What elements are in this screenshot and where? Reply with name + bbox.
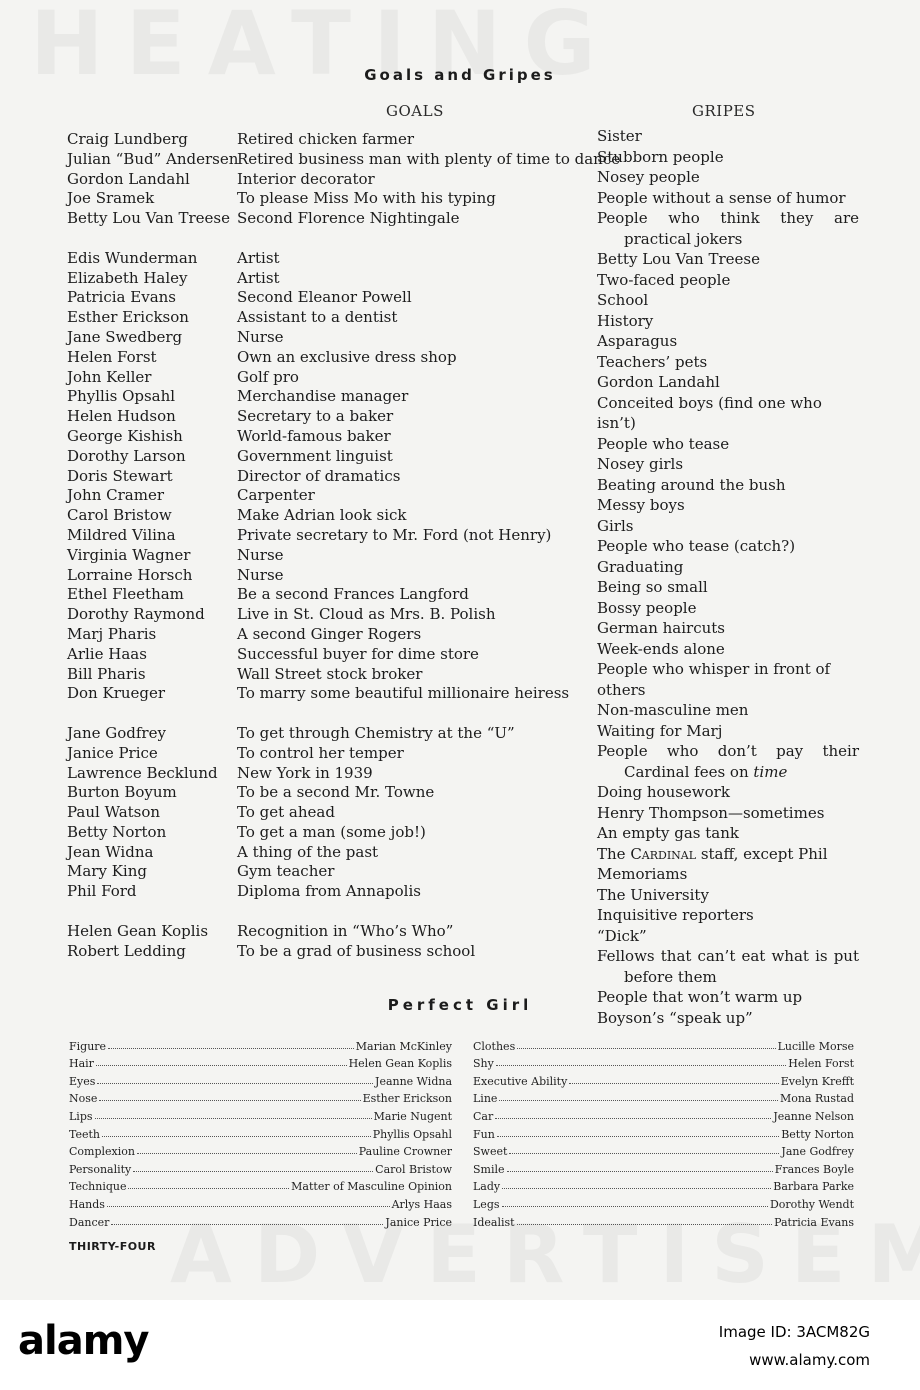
trait-winner: Helen Forst bbox=[788, 1057, 854, 1071]
goal-item: Gym teacher bbox=[237, 862, 335, 881]
dot-leader bbox=[497, 1136, 779, 1137]
goal-item: Retired business man with plenty of time to dance bbox=[237, 149, 621, 168]
trait-winner: Betty Norton bbox=[781, 1127, 854, 1141]
student-name: Patricia Evans bbox=[67, 288, 176, 307]
stock-image-id: Image ID: 3ACM82G bbox=[718, 1323, 870, 1341]
student-name: Bill Pharis bbox=[67, 664, 146, 683]
goal-item: Diploma from Annapolis bbox=[237, 882, 421, 901]
trait-label: Eyes bbox=[69, 1074, 96, 1088]
trait-winner: Lucille Morse bbox=[777, 1039, 854, 1053]
perfect-girl-row bbox=[69, 1053, 452, 1071]
trait-winner: Matter of Masculine Opinion bbox=[291, 1180, 452, 1194]
trait-label: Hair bbox=[69, 1057, 94, 1071]
trait-label: Technique bbox=[69, 1180, 127, 1194]
paragraph-gap bbox=[67, 229, 237, 249]
student-name: Jane Godfrey bbox=[67, 723, 166, 742]
stock-logo: alamy bbox=[18, 1318, 149, 1364]
trait-label: Dancer bbox=[69, 1215, 110, 1229]
perfect-girl-row bbox=[473, 1141, 854, 1159]
student-name: Jean Widna bbox=[67, 842, 154, 861]
gripe-item: Week-ends alone bbox=[597, 639, 725, 658]
gripe-item: Gordon Landahl bbox=[597, 373, 720, 391]
gripe-item: People who tease (catch?) bbox=[597, 537, 796, 555]
perfect-girl-row bbox=[69, 1193, 452, 1211]
perfect-girl-row bbox=[69, 1088, 452, 1106]
dot-leader bbox=[509, 1153, 779, 1154]
goal-item: A second Ginger Rogers bbox=[237, 624, 422, 643]
trait-winner: Arlys Haas bbox=[391, 1197, 452, 1211]
goal-item: A thing of the past bbox=[237, 842, 379, 861]
goal-item: To get a man (some job!) bbox=[237, 822, 426, 841]
goal-item: Merchandise manager bbox=[237, 387, 409, 406]
goal-item: Second Eleanor Powell bbox=[237, 288, 412, 307]
gripe-item: Girls bbox=[597, 516, 634, 535]
trait-winner: Mona Rustad bbox=[779, 1092, 854, 1106]
gripe-item: People without a sense of humor bbox=[597, 188, 846, 207]
trait-label: Lady bbox=[473, 1180, 501, 1194]
stock-url: www.alamy.com bbox=[749, 1351, 870, 1369]
perfect-girl-row bbox=[473, 1053, 854, 1071]
goals-column-header: GOALS bbox=[386, 102, 444, 120]
trait-label: Executive Ability bbox=[473, 1074, 568, 1088]
trait-winner: Marie Nugent bbox=[373, 1109, 452, 1123]
trait-winner: Dorothy Wendt bbox=[769, 1197, 854, 1211]
gripe-item: Non-masculine men bbox=[597, 701, 749, 719]
names-column bbox=[67, 130, 237, 961]
dot-leader bbox=[502, 1206, 768, 1207]
paragraph-gap bbox=[237, 704, 592, 724]
goal-item: New York in 1939 bbox=[237, 763, 373, 782]
student-name: Elizabeth Haley bbox=[67, 268, 188, 287]
trait-winner: Patricia Evans bbox=[774, 1215, 854, 1229]
trait-winner: Jane Godfrey bbox=[781, 1145, 854, 1159]
paragraph-gap bbox=[237, 229, 592, 249]
student-name: Carol Bristow bbox=[67, 506, 172, 525]
trait-winner: Frances Boyle bbox=[774, 1162, 854, 1176]
student-name: Doris Stewart bbox=[67, 466, 173, 485]
goal-item: Second Florence Nightingale bbox=[237, 209, 460, 228]
gripe-item-cardinal-staff bbox=[597, 844, 859, 865]
perfect-girl-row bbox=[473, 1158, 854, 1176]
student-name: Lawrence Becklund bbox=[67, 763, 218, 782]
student-name: Robert Ledding bbox=[67, 941, 186, 960]
goal-item: To be a grad of business school bbox=[237, 941, 476, 960]
student-name: Mary King bbox=[67, 862, 147, 881]
student-name: Betty Lou Van Treese bbox=[67, 209, 230, 228]
student-name: Dorothy Raymond bbox=[67, 605, 205, 624]
goal-item: Live in St. Cloud as Mrs. B. Polish bbox=[237, 605, 496, 624]
dot-leader bbox=[107, 1206, 390, 1207]
student-name: Janice Price bbox=[67, 743, 158, 762]
goal-item: Interior decorator bbox=[237, 169, 375, 188]
goal-item: World-famous baker bbox=[237, 426, 391, 445]
student-name: Joe Sramek bbox=[67, 189, 155, 208]
student-name: Craig Lundberg bbox=[67, 130, 188, 148]
trait-label: Figure bbox=[69, 1039, 107, 1053]
student-name: Helen Hudson bbox=[67, 407, 176, 426]
trait-label: Personality bbox=[69, 1162, 132, 1176]
gripe-item: Nosey girls bbox=[597, 455, 684, 473]
trait-label: Line bbox=[473, 1092, 498, 1106]
gripe-item: Memoriams bbox=[597, 865, 688, 883]
perfect-girl-row bbox=[473, 1035, 854, 1053]
gripe-item: History bbox=[597, 311, 654, 330]
gripe-item: Betty Lou Van Treese bbox=[597, 250, 760, 268]
goal-item: To please Miss Mo with his typing bbox=[237, 189, 496, 208]
perfect-girl-row bbox=[69, 1141, 452, 1159]
goal-item: Own an exclusive dress shop bbox=[237, 347, 457, 366]
goal-item: Private secretary to Mr. Ford (not Henry) bbox=[237, 525, 552, 544]
perfect-girl-row bbox=[69, 1105, 452, 1123]
gripe-item: School bbox=[597, 291, 649, 309]
dot-leader bbox=[507, 1171, 773, 1172]
gripe-item: Messy boys bbox=[597, 496, 685, 514]
dot-leader bbox=[97, 1083, 373, 1084]
student-name: Esther Erickson bbox=[67, 308, 189, 327]
goal-item: Golf pro bbox=[237, 367, 299, 386]
trait-label: Sweet bbox=[473, 1145, 508, 1159]
goal-item: Nurse bbox=[237, 545, 284, 564]
perfect-girl-row bbox=[69, 1211, 452, 1229]
perfect-girl-row bbox=[473, 1070, 854, 1088]
goal-item: Successful buyer for dime store bbox=[237, 644, 479, 663]
student-name: John Cramer bbox=[67, 486, 164, 505]
goal-item: Assistant to a dentist bbox=[237, 308, 398, 327]
student-name: Helen Forst bbox=[67, 347, 157, 366]
section-title: Goals and Gripes bbox=[364, 66, 556, 84]
trait-winner: Janice Price bbox=[385, 1215, 452, 1229]
trait-winner: Jeanne Nelson bbox=[773, 1109, 854, 1123]
trait-winner: Helen Gean Koplis bbox=[348, 1057, 452, 1071]
gripe-item-cardinal-fees bbox=[597, 741, 859, 782]
student-name: Julian “Bud” Andersen bbox=[67, 149, 239, 168]
goal-item: Director of dramatics bbox=[237, 466, 401, 485]
student-name: Betty Norton bbox=[67, 822, 167, 841]
trait-winner: Marian McKinley bbox=[355, 1039, 452, 1053]
dot-leader bbox=[495, 1118, 771, 1119]
perfect-girl-row bbox=[69, 1158, 452, 1176]
perfect-girl-row bbox=[69, 1070, 452, 1088]
gripe-item: Conceited boys (find one who isn’t) bbox=[597, 393, 822, 432]
gripe-item: People who whisper in front of others bbox=[597, 660, 831, 699]
dot-leader bbox=[95, 1118, 372, 1119]
page-number: THIRTY-FOUR bbox=[69, 1240, 156, 1253]
gripe-item: An empty gas tank bbox=[597, 824, 739, 842]
student-name: Virginia Wagner bbox=[67, 545, 191, 564]
goal-item: Make Adrian look sick bbox=[237, 506, 407, 525]
trait-label: Clothes bbox=[473, 1039, 516, 1053]
gripe-item: Fellows that can’t eat what is put before them bbox=[597, 947, 859, 986]
goal-item: To get ahead bbox=[237, 803, 335, 822]
dot-leader bbox=[502, 1188, 771, 1189]
dot-leader bbox=[496, 1065, 786, 1066]
trait-label: Nose bbox=[69, 1092, 98, 1106]
gripe-item: Bossy people bbox=[597, 598, 697, 617]
goal-item: Retired chicken farmer bbox=[237, 130, 415, 148]
student-name: Lorraine Horsch bbox=[67, 565, 193, 584]
perfect-girl-row bbox=[69, 1035, 452, 1053]
trait-winner: Barbara Parke bbox=[773, 1180, 854, 1194]
student-name: Don Krueger bbox=[67, 684, 166, 703]
dot-leader bbox=[99, 1100, 360, 1101]
goal-item: Nurse bbox=[237, 565, 284, 584]
student-name: Gordon Landahl bbox=[67, 169, 190, 188]
gripe-item: People who think they are practical jokers bbox=[597, 209, 859, 248]
gripes-column-header: GRIPES bbox=[692, 102, 756, 120]
trait-winner: Jeanne Widna bbox=[375, 1074, 452, 1088]
dot-leader bbox=[517, 1224, 773, 1225]
trait-label: Complexion bbox=[69, 1145, 135, 1159]
goal-item: Carpenter bbox=[237, 486, 315, 505]
goal-item: Artist bbox=[237, 248, 280, 267]
gripe-item: People who tease bbox=[597, 434, 730, 453]
student-name: Jane Swedberg bbox=[67, 327, 183, 346]
dot-leader bbox=[111, 1224, 383, 1225]
trait-label: Shy bbox=[473, 1057, 494, 1071]
trait-label: Teeth bbox=[69, 1127, 101, 1141]
gripe-item: Asparagus bbox=[597, 332, 678, 350]
trait-label: Smile bbox=[473, 1162, 505, 1176]
trait-label: Idealist bbox=[473, 1215, 515, 1229]
perfect-girl-row bbox=[69, 1123, 452, 1141]
gripe-item: German haircuts bbox=[597, 619, 725, 637]
student-name: John Keller bbox=[67, 367, 152, 386]
student-name: Ethel Fleetham bbox=[67, 585, 184, 604]
gripe-item: “Dick” bbox=[597, 926, 647, 945]
student-name: Dorothy Larson bbox=[67, 446, 186, 465]
dot-leader bbox=[137, 1153, 357, 1154]
goal-item: Nurse bbox=[237, 327, 284, 346]
paragraph-gap bbox=[237, 902, 592, 922]
gripe-staff-the: The bbox=[597, 844, 631, 863]
student-name: Burton Boyum bbox=[67, 783, 177, 802]
student-name: George Kishish bbox=[67, 426, 183, 445]
goal-item: Secretary to a baker bbox=[237, 407, 394, 426]
trait-label: Lips bbox=[69, 1109, 93, 1123]
perfect-girl-row bbox=[473, 1193, 854, 1211]
trait-winner: Phyllis Opsahl bbox=[372, 1127, 452, 1141]
dot-leader bbox=[569, 1083, 778, 1084]
gripe-item: Being so small bbox=[597, 578, 708, 596]
perfect-girl-title: Perfect Girl bbox=[387, 996, 533, 1014]
perfect-girl-right-list bbox=[473, 1035, 854, 1229]
student-name: Phil Ford bbox=[67, 882, 137, 901]
dot-leader bbox=[102, 1136, 371, 1137]
gripe-fees-text: People who don’t pay their Cardinal fees on bbox=[597, 742, 859, 781]
dot-leader bbox=[133, 1171, 373, 1172]
goal-item: To control her temper bbox=[237, 743, 404, 762]
trait-label: Car bbox=[473, 1109, 494, 1123]
gripe-item: Inquisitive reporters bbox=[597, 906, 754, 924]
gripe-item: Henry Thompson—sometimes bbox=[597, 803, 825, 822]
paragraph-gap bbox=[67, 902, 237, 922]
student-name: Arlie Haas bbox=[67, 644, 147, 663]
goal-item: To marry some beautiful millionaire heiress bbox=[237, 684, 570, 703]
dot-leader bbox=[517, 1048, 775, 1049]
perfect-girl-row bbox=[473, 1123, 854, 1141]
perfect-girl-left-list bbox=[69, 1035, 452, 1229]
paragraph-gap bbox=[67, 704, 237, 724]
gripe-item: Doing housework bbox=[597, 783, 730, 801]
gripe-staff-rest: staff, except Phil bbox=[696, 844, 828, 863]
dot-leader bbox=[499, 1100, 778, 1101]
gripe-item: The University bbox=[597, 885, 709, 904]
trait-winner: Esther Erickson bbox=[362, 1092, 452, 1106]
gripe-item: Two-faced people bbox=[597, 270, 731, 289]
gripe-item: Waiting for Marj bbox=[597, 721, 723, 740]
gripe-item: People that won’t warm up bbox=[597, 988, 803, 1006]
goal-item: To get through Chemistry at the “U” bbox=[237, 723, 515, 742]
dot-leader bbox=[96, 1065, 347, 1066]
student-name: Helen Gean Koplis bbox=[67, 921, 209, 940]
trait-label: Legs bbox=[473, 1197, 500, 1211]
perfect-girl-row bbox=[473, 1105, 854, 1123]
student-name: Paul Watson bbox=[67, 803, 161, 822]
gripe-item: Teachers’ pets bbox=[597, 352, 708, 371]
trait-winner: Carol Bristow bbox=[375, 1162, 452, 1176]
goal-item: Be a second Frances Langford bbox=[237, 585, 469, 604]
perfect-girl-row bbox=[473, 1211, 854, 1229]
dot-leader bbox=[128, 1188, 289, 1189]
trait-winner: Evelyn Krefft bbox=[780, 1074, 854, 1088]
gripe-item: Boyson’s “speak up” bbox=[597, 1008, 753, 1027]
gripe-fees-time: time bbox=[753, 762, 788, 781]
goal-item: Recognition in “Who’s Who” bbox=[237, 921, 454, 940]
trait-label: Fun bbox=[473, 1127, 495, 1141]
perfect-girl-row bbox=[473, 1176, 854, 1194]
perfect-girl-row bbox=[69, 1176, 452, 1194]
gripe-item: Graduating bbox=[597, 557, 684, 576]
student-name: Marj Pharis bbox=[67, 624, 157, 643]
gripe-staff-cardinal: Cardinal bbox=[630, 844, 697, 863]
gripe-item: Stubborn people bbox=[597, 147, 724, 166]
goal-item: Wall Street stock broker bbox=[237, 664, 423, 683]
student-name: Edis Wunderman bbox=[67, 248, 198, 267]
trait-label: Hands bbox=[69, 1197, 105, 1211]
gripe-item: Nosey people bbox=[597, 168, 700, 186]
gripes-column bbox=[597, 126, 859, 1028]
perfect-girl-row bbox=[473, 1088, 854, 1106]
goal-item: Artist bbox=[237, 268, 280, 287]
student-name: Mildred Vilina bbox=[67, 525, 176, 544]
trait-winner: Pauline Crowner bbox=[358, 1145, 452, 1159]
gripe-item: Beating around the bush bbox=[597, 475, 786, 494]
student-name: Phyllis Opsahl bbox=[67, 387, 176, 406]
goal-item: Government linguist bbox=[237, 446, 393, 465]
goal-item: To be a second Mr. Towne bbox=[237, 783, 435, 802]
dot-leader bbox=[108, 1048, 354, 1049]
gripe-item: Sister bbox=[597, 127, 642, 145]
